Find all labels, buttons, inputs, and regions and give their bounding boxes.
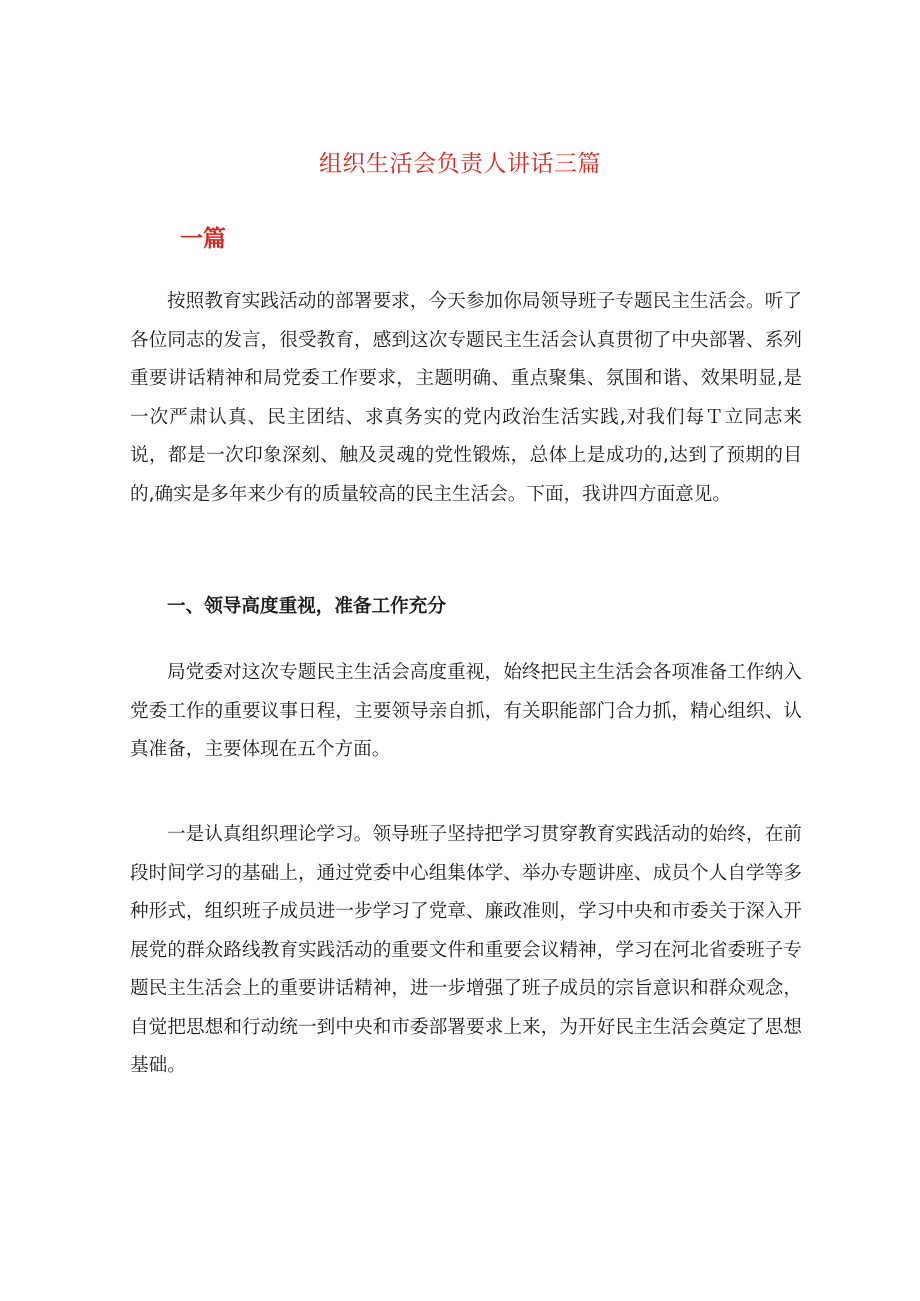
document-title: 组织生活会负责人讲话三篇 <box>319 151 601 177</box>
section-heading: 一篇 <box>180 226 226 252</box>
sub-heading-1: 一、领导高度重视，准备工作充分 <box>167 596 446 617</box>
paragraph-preparation: 局党委对这次专题民主生活会高度重视，始终把民主生活会各项准备工作纳入党委工作的重要议事日程，主要领导亲自抓，有关职能部门合力抓，精心组织、认真准备，主要体现在五个方面。 <box>130 662 802 760</box>
paragraph-theory-study: 一是认真组织理论学习。领导班子坚持把学习贯穿教育实践活动的始终，在前段时间学习的基础上，通过党委中心组集体学、举办专题讲座、成员个人自学等多种形式，组织班子成员进一步学习了党章、廉政准则，学习中央和市委关于深入开展党的群众路线教育实践活动的重要文件和重要会议精神，学习在河北省委班子专题民主生活会上的重要讲话精神，进一步增强了班子成员的宗旨意识和群众观念，自觉把思想和行动统一到中央和市委部署要求上来，为开好民主生活会奠定了思想基础。 <box>130 824 802 1076</box>
paragraph-intro: 按照教育实践活动的部署要求，今天参加你局领导班子专题民主生活会。听了各位同志的发言，很受教育，感到这次专题民主生活会认真贯彻了中央部署、系列重要讲话精神和局党委工作要求，主题明确、重点聚集、氛围和谐、效果明显,是一次严肃认真、民主团结、求真务实的党内政治生活实践,对我们每Ｔ立同志来说，都是一次印象深刻、触及灵魂的党性锻炼，总体上是成功的,达到了预期的目的,确实是多年来少有的质量较高的民主生活会。下面，我讲四方面意见。 <box>130 291 802 505</box>
